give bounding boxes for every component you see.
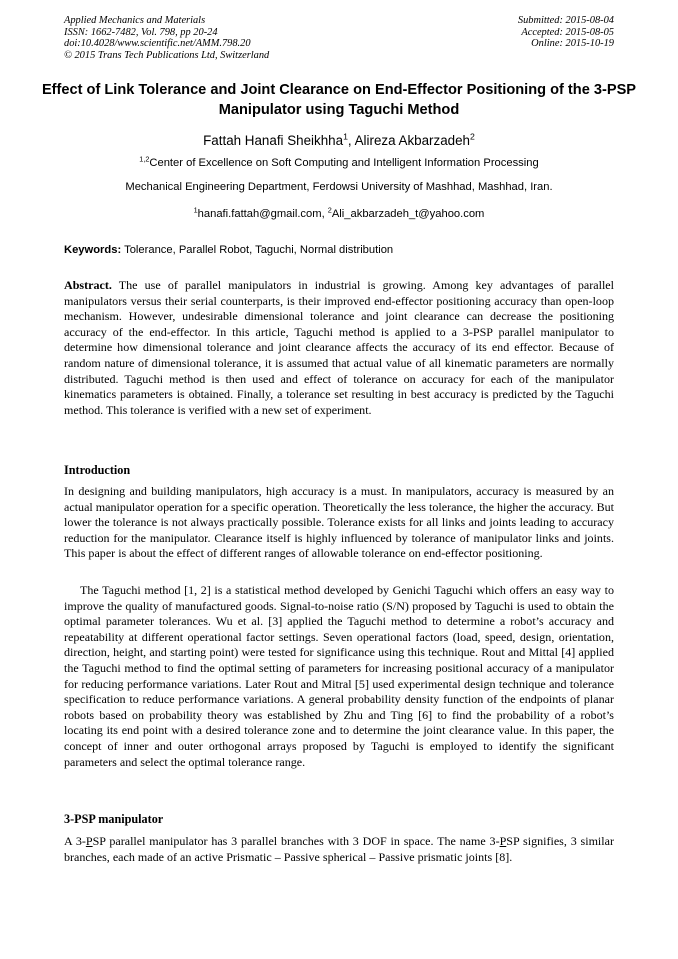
issn-line: ISSN: 1662-7482, Vol. 798, pp 20-24 xyxy=(64,26,218,38)
email-1: hanafi.fattah@gmail.com, xyxy=(197,208,328,220)
abstract xyxy=(64,278,614,418)
submitted-date: Submitted: 2015-08-04 xyxy=(517,15,614,26)
introduction-paragraph-2: The Taguchi method [1, 2] is a statistical method developed by Genichi Taguchi which offers an easy way to improve the quality of manufactured goods. Signal-to-noise ratio (S/N) proposed by Taguchi is used to obtain the optimal parameter tolerances. Wu et al. [3] applied the Taguchi method to determine a robot’s accuracy and repeatability at different operational factor settings. Seven operational factors (load, speed, design, orientation, direction, height, and starting point) were tested for significance using this technique. Rout and Mittal [4] applied the Taguchi method to find the optimal setting of parameters for increasing positional accuracy of a manipulator for reducing performance variations. Later Rout and Mitral [5] used experimental design technique and tolerance specification to reduce performance variations. A general probability density function of the endpoints of planar robots based on probability theory was established by Zhu and Ting [6] to find the probability of a robot’s locating its end point with a desired tolerance zone and to determine the joint clearance value. In this paper, the concept of inner and outer orthogonal arrays proposed by Taguchi is employed to identify the significant parameters and select the optimal tolerance range. xyxy=(64,583,614,769)
paper-title: Effect of Link Tolerance and Joint Clearance on End-Effector Positioning of the 3-PSP Manipulator using Taguchi Method xyxy=(41,82,637,118)
email-line xyxy=(40,206,638,222)
section-3psp-text-3: SP signifies, 3 similar branches, each made of an active Prismatic – Passive spherical – Passive prismatic joints [8]. xyxy=(64,834,614,864)
section-3psp-text-2: SP parallel manipulator has 3 parallel branches with 3 DOF in space. The name 3- xyxy=(92,834,500,848)
affiliation-sup: 1,2 xyxy=(139,154,150,164)
section-3psp-paragraph xyxy=(64,834,614,865)
accepted-date: Accepted: 2015-08-05 xyxy=(521,26,614,38)
affiliation-center: Center of Excellence on Soft Computing and Intelligent Information Processing xyxy=(149,157,539,169)
online-date: Online: 2015-10-19 xyxy=(531,38,614,50)
copyright-line: © 2015 Trans Tech Publications Ltd, Switzerland xyxy=(64,49,270,61)
author-line xyxy=(40,132,638,150)
journal-header-left xyxy=(64,15,269,61)
journal-name: Applied Mechanics and Materials xyxy=(64,15,206,26)
underlined-p-1: P xyxy=(85,834,93,848)
journal-header-right xyxy=(518,15,614,50)
email-1-sup: 1 xyxy=(193,205,198,215)
keywords-text: Tolerance, Parallel Robot, Taguchi, Normal distribution xyxy=(121,244,394,256)
author-separator: , xyxy=(347,133,355,148)
section-3psp-text-1: A 3- xyxy=(64,834,86,848)
keywords-label: Keywords: xyxy=(64,244,122,256)
email-2-sup: 2 xyxy=(327,205,332,215)
author-1: Fattah Hanafi Sheikhha xyxy=(203,133,344,148)
introduction-paragraph-1: In designing and building manipulators, high accuracy is a must. In manipulators, accuracy is measured by an actual manipulator operation for a specific operation. Theoretically the less tolerance, the higher the accuracy. But lower the tolerance is not always practically possible. Tolerance exists for all links and joints leading to accuracy reduction for the manipulator. Clearance itself is highly influenced by tolerance of manipulator links and joints. This paper is about the effect of different ranges of allowable tolerance on end-effector positioning. xyxy=(64,484,614,561)
underlined-p-2: P xyxy=(499,834,507,848)
author-2: Alireza Akbarzadeh xyxy=(354,133,471,148)
section-3psp-heading: 3-PSP manipulator xyxy=(64,812,164,826)
abstract-label: Abstract. xyxy=(64,278,112,292)
doi-line: doi:10.4028/www.scientific.net/AMM.798.20 xyxy=(64,38,251,50)
affiliation-line-2: Mechanical Engineering Department, Ferdowsi University of Mashhad, Mashhad, Iran. xyxy=(125,181,553,193)
author-1-sup: 1 xyxy=(343,131,348,142)
author-2-sup: 2 xyxy=(470,131,475,142)
keywords xyxy=(64,242,393,258)
abstract-text: The use of parallel manipulators in industrial is growing. Among key advantages of parallel manipulators versus their serial counterparts, is their improved end-effector positioning accuracy than open-loop mechanism. However, undesirable dimensional tolerance and joint clearance can decrease the positioning accuracy of the end-effector. In this article, Taguchi method is applied to a 3-PSP parallel manipulator to determine how dimensional tolerance and joint clearance affects the accuracy of its end effector. Because of random nature of dimensional tolerance, it is assumed that actual value of all kinematic parameters are normally distributed. Taguchi method is then used and effect of tolerance on accuracy for each of the manipulator kinematics parameters is obtained. Finally, a tolerance set resulting in best accuracy is predicted by the Taguchi method. This tolerance is verified with a new set of experiment. xyxy=(64,278,614,417)
introduction-heading: Introduction xyxy=(64,463,131,477)
affiliation-line-1 xyxy=(40,155,638,171)
email-2: Ali_akbarzadeh_t@yahoo.com xyxy=(331,208,485,220)
